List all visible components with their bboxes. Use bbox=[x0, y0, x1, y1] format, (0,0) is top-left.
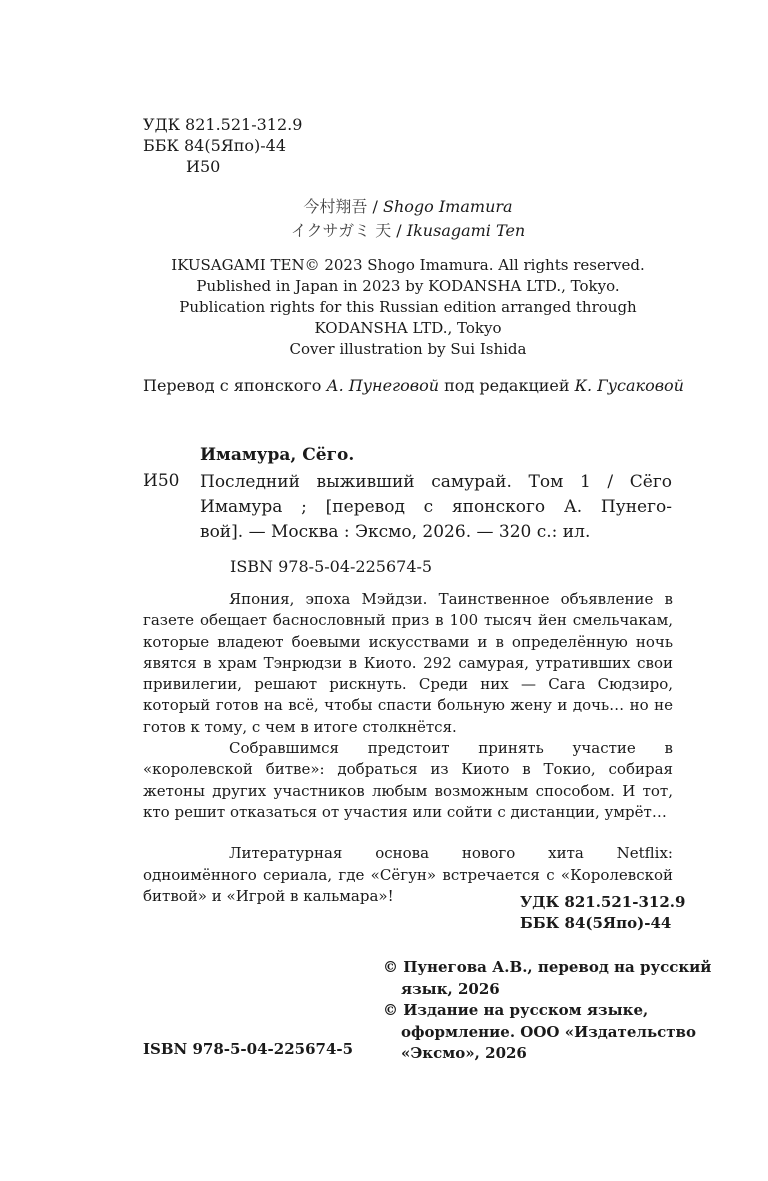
author-jp: 今村翔吾 bbox=[303, 197, 368, 216]
bottom-isbn: ISBN 978-5-04-225674-5 bbox=[143, 1040, 354, 1058]
catalog-isbn: ISBN 978-5-04-225674-5 bbox=[230, 557, 433, 576]
rights-line: IKUSAGAMI TEN© 2023 Shogo Imamura. All rights reserved. bbox=[171, 256, 645, 274]
catalog-description bbox=[200, 470, 672, 545]
author-mark: И50 bbox=[186, 157, 221, 176]
copyright-line: © Издание на русском языке, bbox=[383, 1001, 649, 1019]
catalog-mark: И50 bbox=[143, 471, 180, 491]
author-en: Shogo Imamura bbox=[383, 197, 513, 216]
translation-credit bbox=[143, 375, 684, 397]
copyright-line: язык, 2026 bbox=[401, 979, 500, 998]
rights-block bbox=[143, 255, 673, 360]
copyright-line: © Пунегова А.В., перевод на русский bbox=[383, 958, 712, 976]
rights-line: Publication rights for this Russian edition arranged through bbox=[179, 298, 637, 316]
annotation-paragraph: Собравшимся предстоит принять участие в «королевской битве»: добраться из Киото в Токио, собирая жетоны других участников любым возможным способом. И тот, кто решит отказаться от участия или сойти с дистанции, умрёт… bbox=[143, 739, 673, 821]
separator: / bbox=[367, 197, 383, 216]
annotation-paragraph: Литературная основа нового хита Netflix: одноимённого сериала, где «Сёгун» встречается с «Королевской битвой» и «Игрой в кальмара»! bbox=[143, 844, 673, 905]
separator: / bbox=[391, 221, 407, 240]
original-title bbox=[0, 220, 768, 242]
translation-prefix: Перевод с японского bbox=[143, 376, 327, 395]
annotation-paragraph: Япония, эпоха Мэйдзи. Таинственное объявление в газете обещает баснословный приз в 100 тысяч йен смельчакам, которые владеют боевыми искусствами и в определённую ночь явятся в храм Тэнрюдзи в Киото. 292 самурая, утративших свои привилегии, решают рискнуть. Среди них — Сага Сюдзиро, который готов на всё, чтобы спасти больную жену и дочь… но не готов к тому, с чем в итоге столкнётся. bbox=[143, 590, 673, 736]
bottom-bbk: ББК 84(5Япо)-44 bbox=[520, 914, 672, 932]
catalog-line: Имамура ; [перевод с японского А. Пунего- bbox=[200, 497, 672, 517]
udk-code: УДК 821.521-312.9 bbox=[143, 115, 303, 134]
title-jp: イクサガミ 天 bbox=[290, 221, 392, 240]
rights-line: KODANSHA LTD., Tokyo bbox=[314, 319, 502, 337]
annotation bbox=[143, 589, 673, 907]
title-en: Ikusagami Ten bbox=[406, 221, 526, 240]
catalog-heading: Имамура, Сёго. bbox=[200, 445, 355, 465]
translation-middle: под редакцией bbox=[439, 376, 575, 395]
rights-line: Published in Japan in 2023 by KODANSHA LTD., Tokyo. bbox=[196, 277, 620, 295]
copyright-line: «Эксмо», 2026 bbox=[401, 1044, 527, 1062]
editor-name: К. Гусаковой bbox=[574, 376, 684, 395]
bottom-udk: УДК 821.521-312.9 bbox=[520, 893, 686, 911]
rights-line: Cover illustration by Sui Ishida bbox=[289, 340, 527, 358]
copyright-line: оформление. ООО «Издательство bbox=[401, 1022, 696, 1041]
copyright-block bbox=[383, 957, 711, 1065]
catalog-line: Последний выживший самурай. Том 1 / Сёго bbox=[200, 472, 672, 492]
catalog-line: вой]. — Москва : Эксмо, 2026. — 320 с.: ил. bbox=[200, 522, 591, 542]
translator-name: А. Пунеговой bbox=[326, 376, 440, 395]
original-author bbox=[0, 196, 768, 218]
bbk-code: ББК 84(5Япо)-44 bbox=[143, 136, 286, 155]
